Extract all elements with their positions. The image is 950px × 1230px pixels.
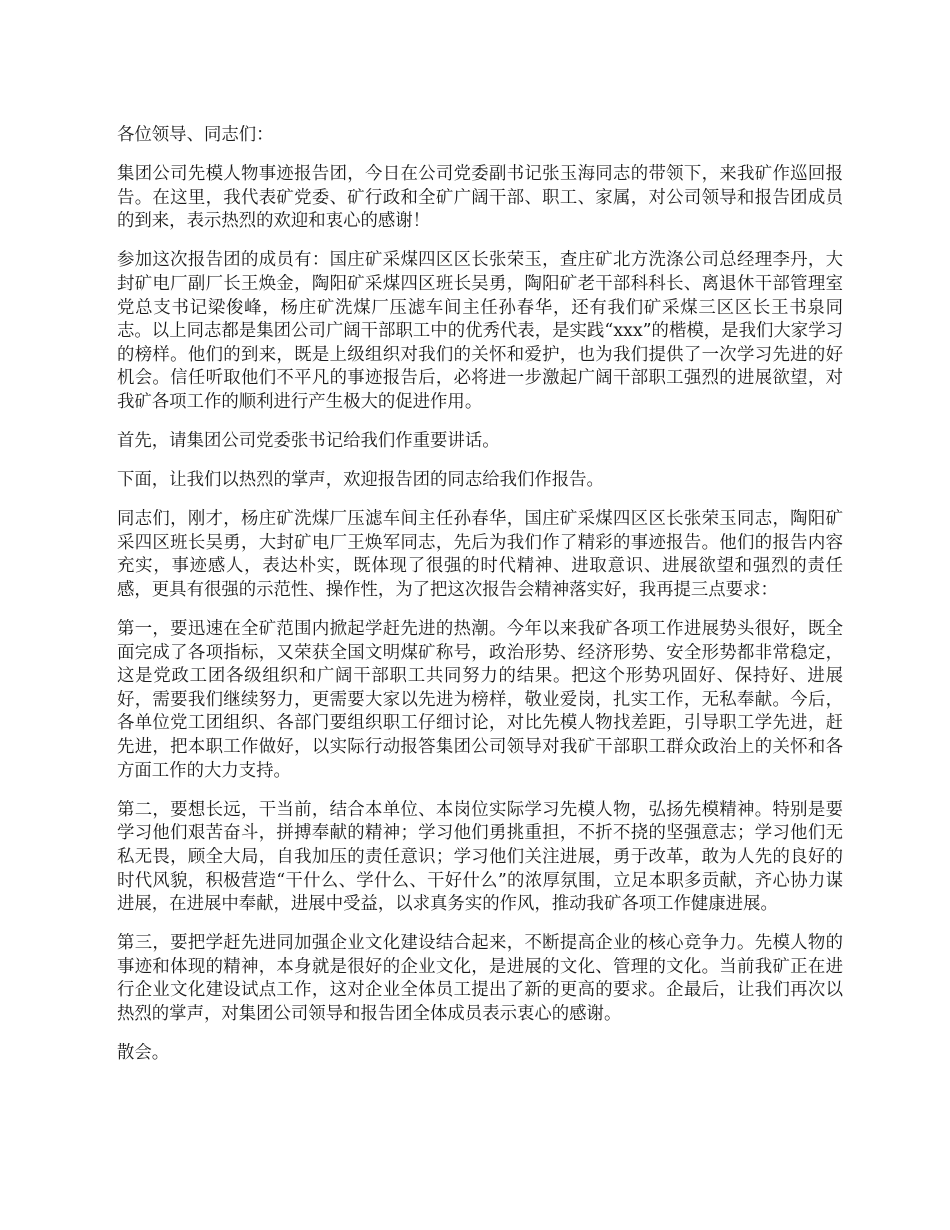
paragraph-summary: 同志们，刚才，杨庄矿洗煤厂压滤车间主任孙春华，国庄矿采煤四区区长张荣玉同志，陶阳矿采四区班长吴勇，大封矿电厂王焕军同志，先后为我们作了精彩的事迹报告。他们的报告内容充实，事迹感人，表达朴实，既体现了很强的时代精神、进取意识、进展欲望和强烈的责任感，更具有很强的示范性、操作性，为了把这次报告会精神落实好，我再提三点要求： (117, 509, 843, 600)
paragraph-report-invite: 下面，让我们以热烈的掌声，欢迎报告团的同志给我们作报告。 (117, 470, 604, 491)
closing: 散会。 (117, 1043, 170, 1064)
paragraph-requirement-3: 第三，要把学赶先进同加强企业文化建设结合起来，不断提高企业的核心竞争力。先模人物的事迹和体现的精神，本身就是很好的企业文化，是进展的文化、管理的文化。当前我矿正在进行企业文化建设试点工作，这对企业全体员工提出了新的更高的要求。企最后，让我们再次以热烈的掌声，对集团公司领导和报告团全体成员表示衷心的感谢。 (117, 933, 843, 1024)
paragraph-requirement-1: 第一，要迅速在全矿范围内掀起学赶先进的热潮。今年以来我矿各项工作进展势头很好，既全面完成了各项指标，又荣获全国文明煤矿称号，政治形势、经济形势、安全形势都非常稳定，这是党政工团各级组织和广阔干部职工共同努力的结果。把这个形势巩固好、保持好、进展好，需要我们继续努力，更需要大家以先进为榜样，敬业爱岗，扎实工作，无私奉献。今后，各单位党工团组织、各部门要组织职工仔细讨论，对比先模人物找差距，引导职工学先进，赶先进，把本职工作做好，以实际行动报答集团公司领导对我矿干部职工群众政治上的关怀和各方面工作的大力支持。 (117, 619, 843, 781)
salutation: 各位领导、同志们： (117, 125, 274, 145)
document-body (117, 124, 843, 1081)
paragraph-speech-invite: 首先，请集团公司党委张书记给我们作重要讲话。 (117, 431, 500, 452)
paragraph-members: 参加这次报告团的成员有：国庄矿采煤四区区长张荣玉，查庄矿北方洗涤公司总经理李丹，大封矿电厂副厂长王焕金，陶阳矿采煤四区班长吴勇，陶阳矿老干部科科长、离退休干部管理室党总支书记梁俊峰，杨庄矿洗煤厂压滤车间主任孙春华，还有我们矿采煤三区区长王书泉同志。以上同志都是集团公司广阔干部职工中的优秀代表，是实践“xxx”的楷模，是我们大家学习的榜样。他们的到来，既是上级组织对我们的关怀和爱护，也为我们提供了一次学习先进的好机会。信任听取他们不平凡的事迹报告后，必将进一步激起广阔干部职工强烈的进展欲望，对我矿各项工作的顺利进行产生极大的促进作用。 (117, 250, 843, 412)
paragraph-welcome: 集团公司先模人物事迹报告团，今日在公司党委副书记张玉海同志的带领下，来我矿作巡回报告。在这里，我代表矿党委、矿行政和全矿广阔干部、职工、家属，对公司领导和报告团成员的到来，表示热烈的欢迎和衷心的感谢！ (117, 164, 843, 232)
paragraph-requirement-2: 第二，要想长远，干当前，结合本单位、本岗位实际学习先模人物，弘扬先模精神。特别是要学习他们艰苦奋斗，拼搏奉献的精神；学习他们勇挑重担，不折不挠的坚强意志；学习他们无私无畏，顾全大局，自我加压的责任意识；学习他们关注进展，勇于改革，敢为人先的良好的时代风貌，积极营造“干什么、学什么、干好什么”的浓厚氛围，立足本职多贡献，齐心协力谋进展，在进展中奉献，进展中受益，以求真务实的作风，推动我矿各项工作健康进展。 (117, 799, 843, 915)
